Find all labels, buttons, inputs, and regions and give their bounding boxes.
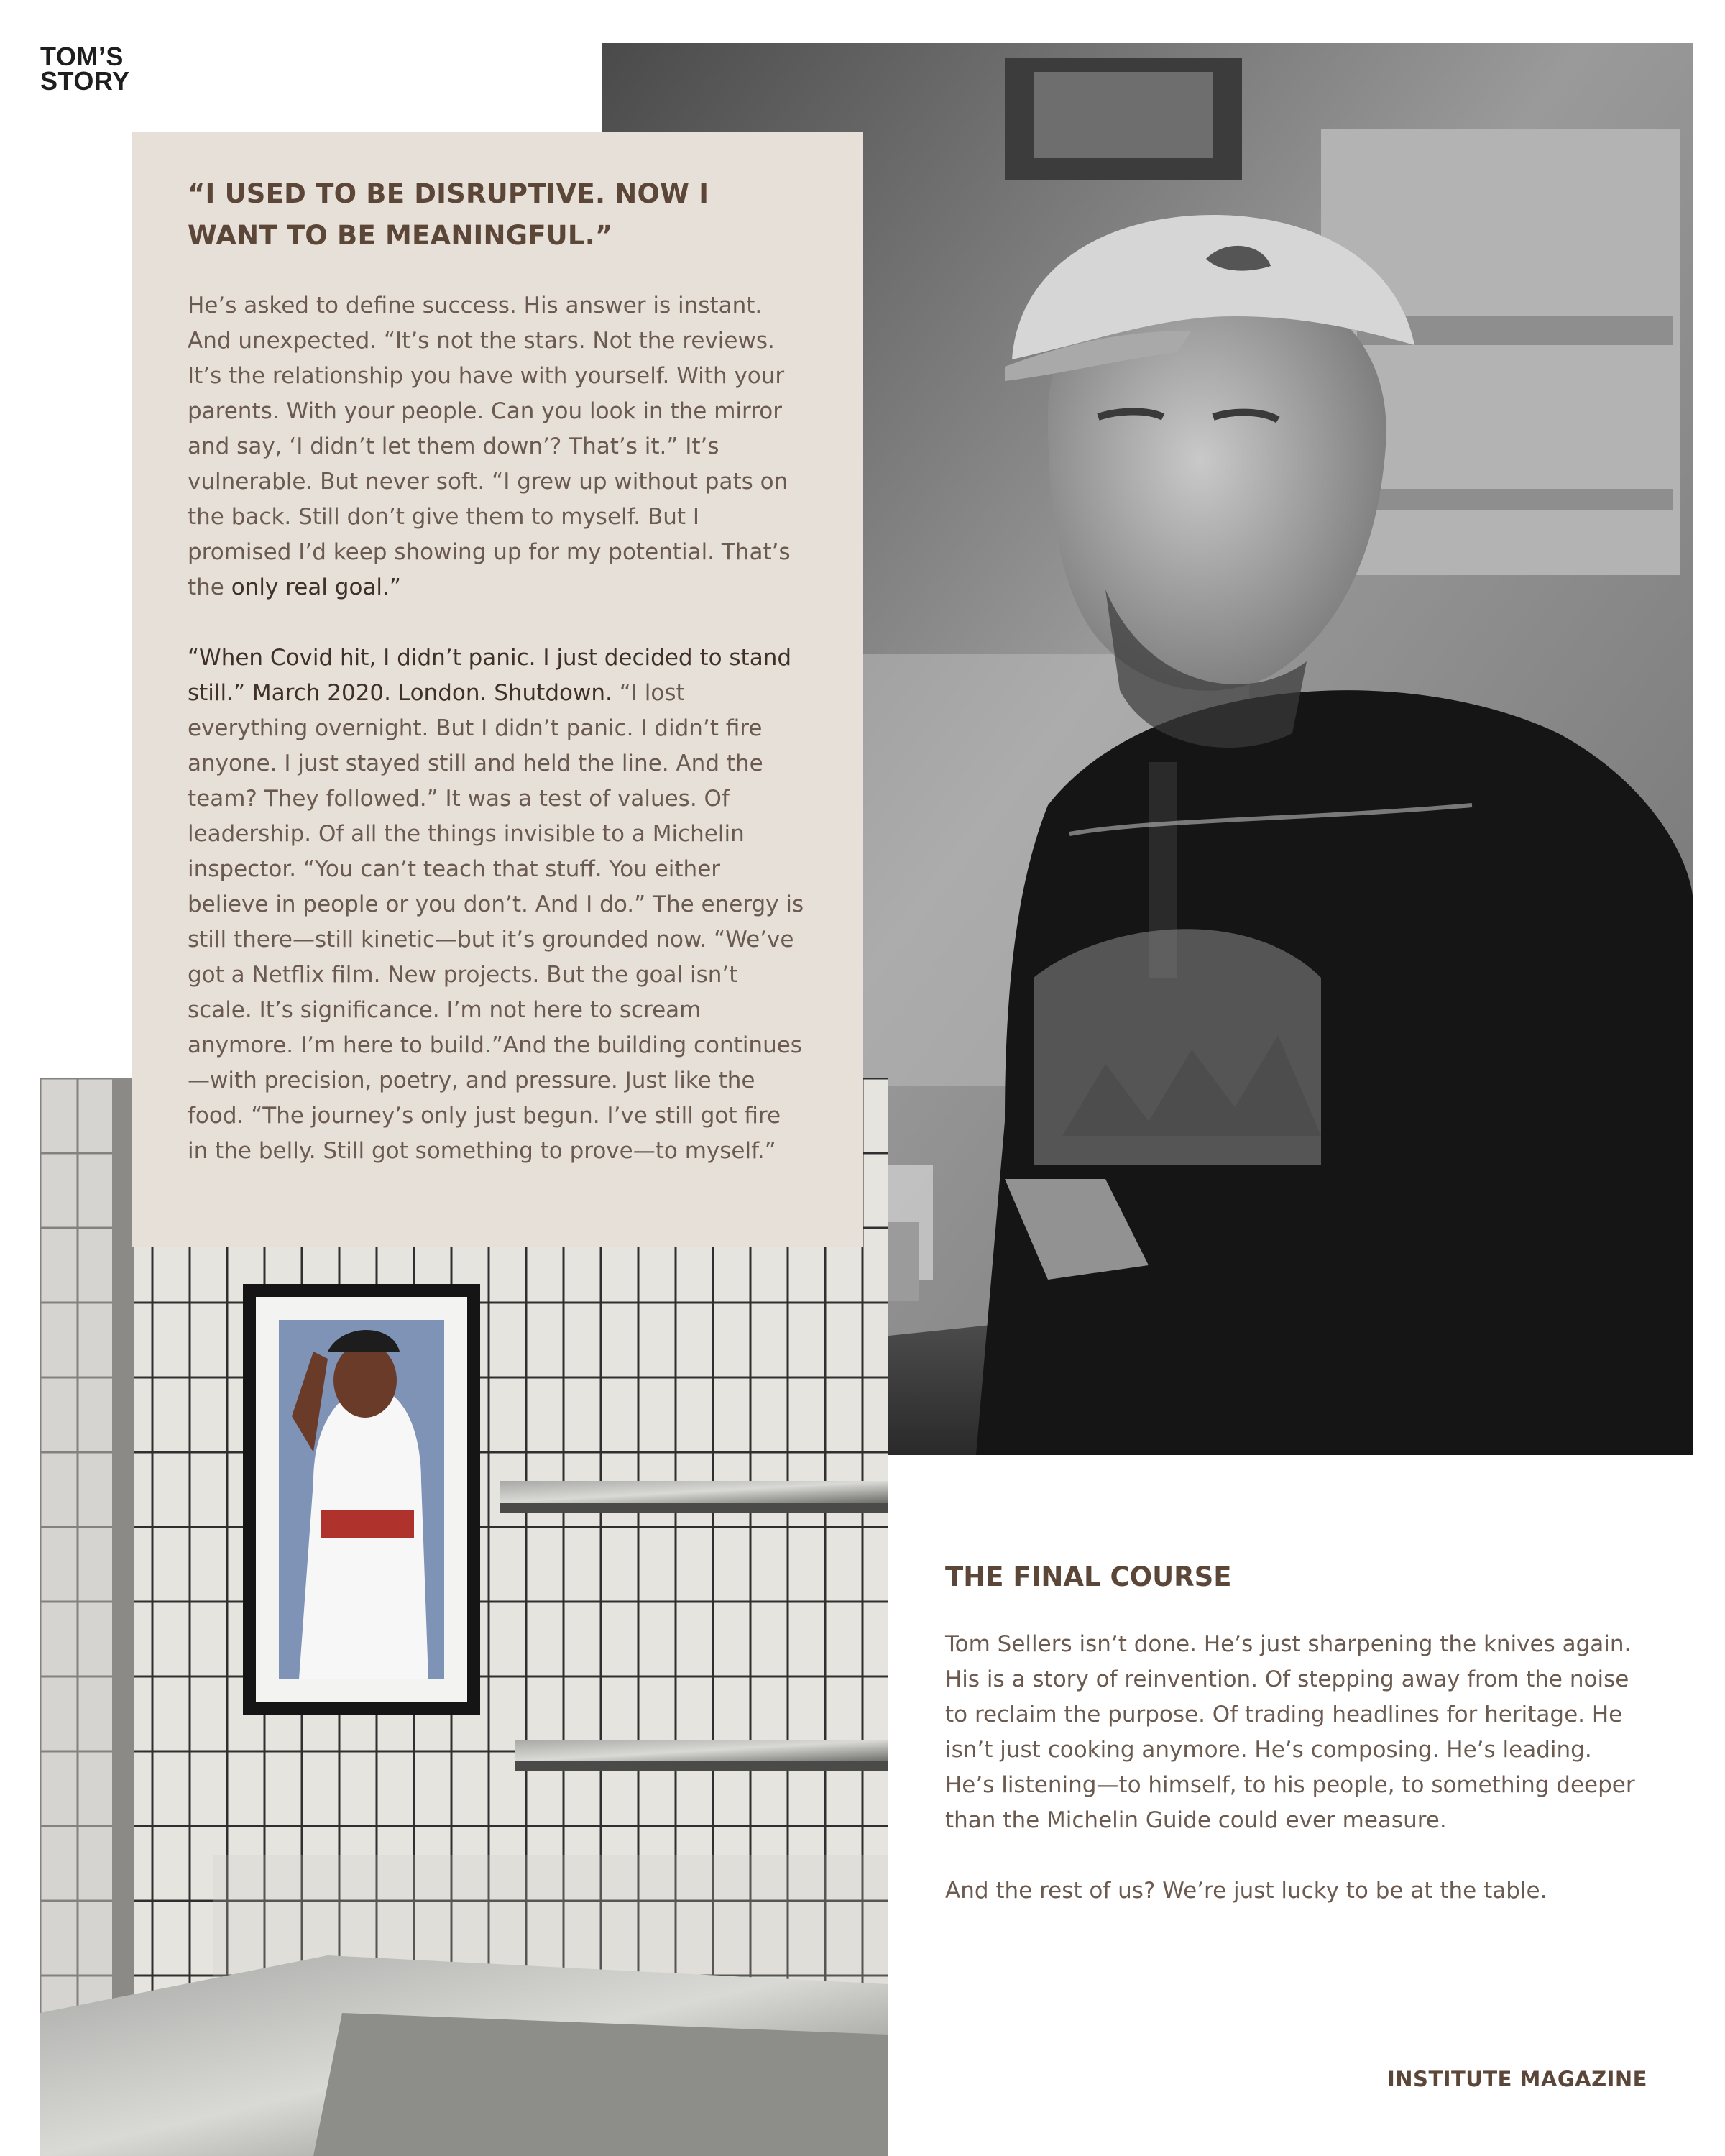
kicker-line-1: TOM’S bbox=[40, 42, 124, 71]
body-paragraph bbox=[188, 641, 807, 1169]
body-paragraph-emphasis: “When Covid hit, I didn’t panic. I just decided to stand still.” March 2020. London. Shutdown. bbox=[188, 645, 792, 706]
pull-quote-headline: “I USED TO BE DISRUPTIVE. NOW I WANT TO BE MEANINGFUL.” bbox=[188, 178, 709, 251]
body-paragraph: And the rest of us? We’re just lucky to be at the table. bbox=[945, 1878, 1547, 1904]
magazine-brand: INSTITUTE MAGAZINE bbox=[1387, 2067, 1647, 2091]
body-paragraph bbox=[188, 288, 807, 605]
body-paragraph: Tom Sellers isn’t done. He’s just sharpening the knives again. His is a story of reinvention. Of stepping away from the noise to reclaim the purpose. Of trading headlines for heritage. He isn’t just cooking anymore. He’s composing. He’s leading. He’s listening—to himself, to his people, to something deeper than the Michelin Guide could ever measure. bbox=[945, 1631, 1635, 1833]
kicker-line-2: STORY bbox=[40, 66, 130, 96]
body-paragraph-text: “I lost everything overnight. But I didn’t panic. I didn’t fire anyone. I just stayed still and held the line. And the team? They followed.” It was a test of values. Of leadership. Of all the things invisible to a Michelin inspector. “You can’t teach that stuff. You either believe in people or you don’t. And I do.” The energy is still there—still kinetic—but it’s grounded now. “We’ve got a Netflix film. New projects. But the goal isn’t scale. It’s significance. I’m not here to scream anymore. I’m here to build.”And the building continues—with precision, poetry, and pressure. Just like the food. “The journey’s only just begun. I’ve still got fire in the belly. Still got something to prove—to myself.” bbox=[188, 680, 804, 1164]
quote-panel bbox=[132, 132, 863, 1247]
final-course-section bbox=[945, 1556, 1635, 1909]
section-kicker bbox=[40, 42, 130, 96]
body-paragraph-emphasis: only real goal.” bbox=[231, 574, 401, 600]
body-paragraph-text: He’s asked to define success. His answer is instant. And unexpected. “It’s not the stars. Not the reviews. It’s the relationship you have with yourself. With your parents. With your people. Can you look in the mirror and say, ‘I didn’t let them down’? That’s it.” It’s vulnerable. But never soft. “I grew up without pats on the back. Still don’t give them to myself. But I promised I’d keep showing up for my potential. That’s the bbox=[188, 293, 791, 600]
section-heading: THE FINAL COURSE bbox=[945, 1561, 1232, 1592]
